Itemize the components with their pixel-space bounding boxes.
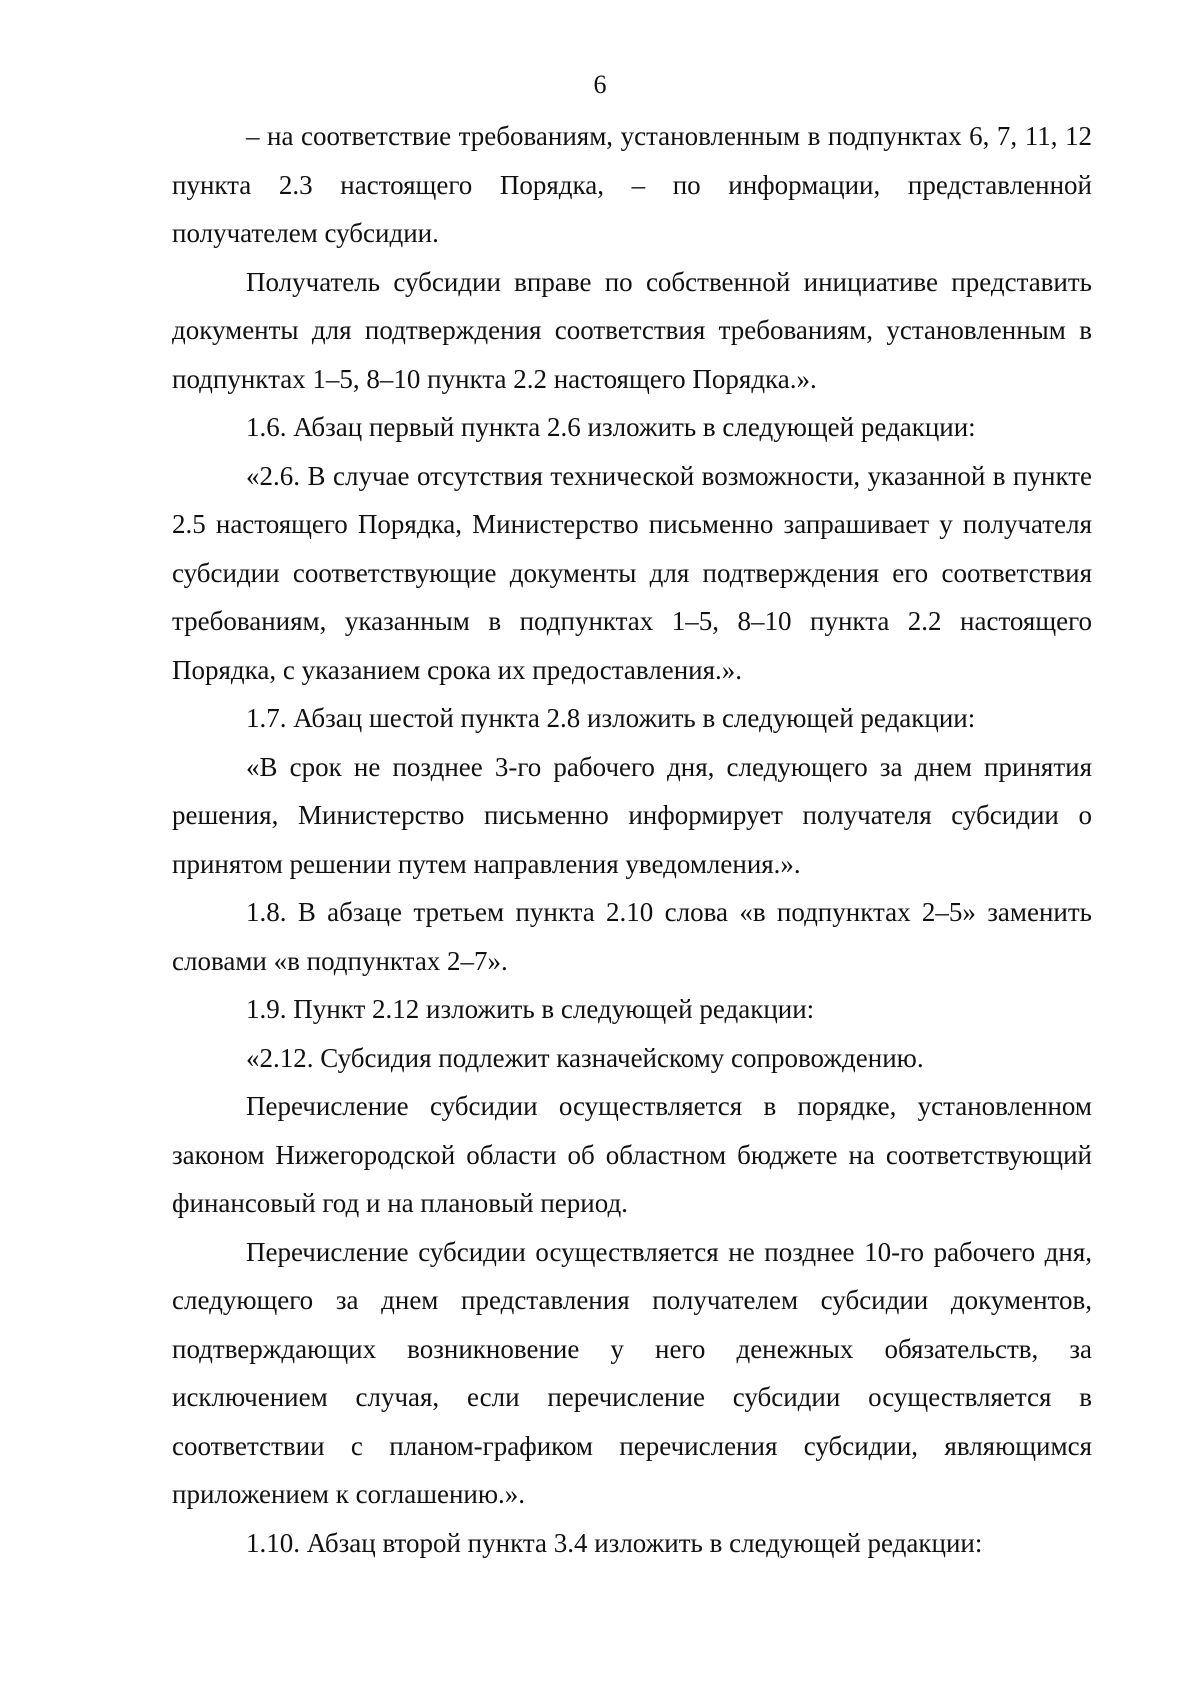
paragraph-clause-2-12: «2.12. Субсидия подлежит казначейскому сопровождению. bbox=[246, 1042, 924, 1073]
paragraph-item-1-8: 1.8. В абзаце третьем пункта 2.10 слова «в подпунктах 2–5» заменить словами «в подпунктах 2–7». bbox=[172, 897, 1092, 976]
paragraph-transfer-deadline: Перечисление субсидии осуществляется не позднее 10-го рабочего дня, следующего за днем представления получателем субсидии документов, подтверждающих возникновение у него денежных обязательств, за исключением случая, если перечисление субсидии осуществляется в соответствии с планом-графиком перечисления субсидии, являющимся приложением к соглашению.». bbox=[172, 1236, 1092, 1509]
paragraph-item-1-6: 1.6. Абзац первый пункта 2.6 изложить в следующей редакции: bbox=[246, 412, 976, 442]
paragraph-notification-deadline: «В срок не позднее 3-го рабочего дня, следующего за днем принятия решения, Министерство письменно информирует получателя субсидии о принятом решении путем направления уведомления.». bbox=[172, 751, 1092, 879]
document-body bbox=[172, 112, 1092, 1567]
paragraph-item-1-7: 1.7. Абзац шестой пункта 2.8 изложить в следующей редакции: bbox=[246, 703, 976, 733]
paragraph-transfer-order: Перечисление субсидии осуществляется в порядке, установленном законом Нижегородской области об областном бюджете на соответствующий финансовый год и на плановый период. bbox=[172, 1091, 1092, 1218]
paragraph-item-1-9: 1.9. Пункт 2.12 изложить в следующей редакции: bbox=[246, 994, 815, 1024]
paragraph-requirements-check: – на соответствие требованиям, установленным в подпунктах 6, 7, 11, 12 пункта 2.3 настоящего Порядка, – по информации, представленной получателем субсидии. bbox=[172, 121, 1092, 248]
page-number: 6 bbox=[593, 70, 607, 99]
paragraph-recipient-right: Получатель субсидии вправе по собственной инициативе представить документы для подтверждения соответствия требованиям, установленным в подпунктах 1–5, 8–10 пункта 2.2 настоящего Порядка.». bbox=[172, 266, 1092, 394]
paragraph-clause-2-6: «2.6. В случае отсутствия технической возможности, указанной в пункте 2.5 настоящего Порядка, Министерство письменно запрашивает у получателя субсидии соответствующие документы для подтверждения его соответствия требованиям, указанным в подпунктах 1–5, 8–10 пункта 2.2 настоящего Порядка, с указанием срока их предоставления.». bbox=[172, 460, 1092, 685]
paragraph-item-1-10: 1.10. Абзац второй пункта 3.4 изложить в следующей редакции: bbox=[246, 1527, 983, 1558]
